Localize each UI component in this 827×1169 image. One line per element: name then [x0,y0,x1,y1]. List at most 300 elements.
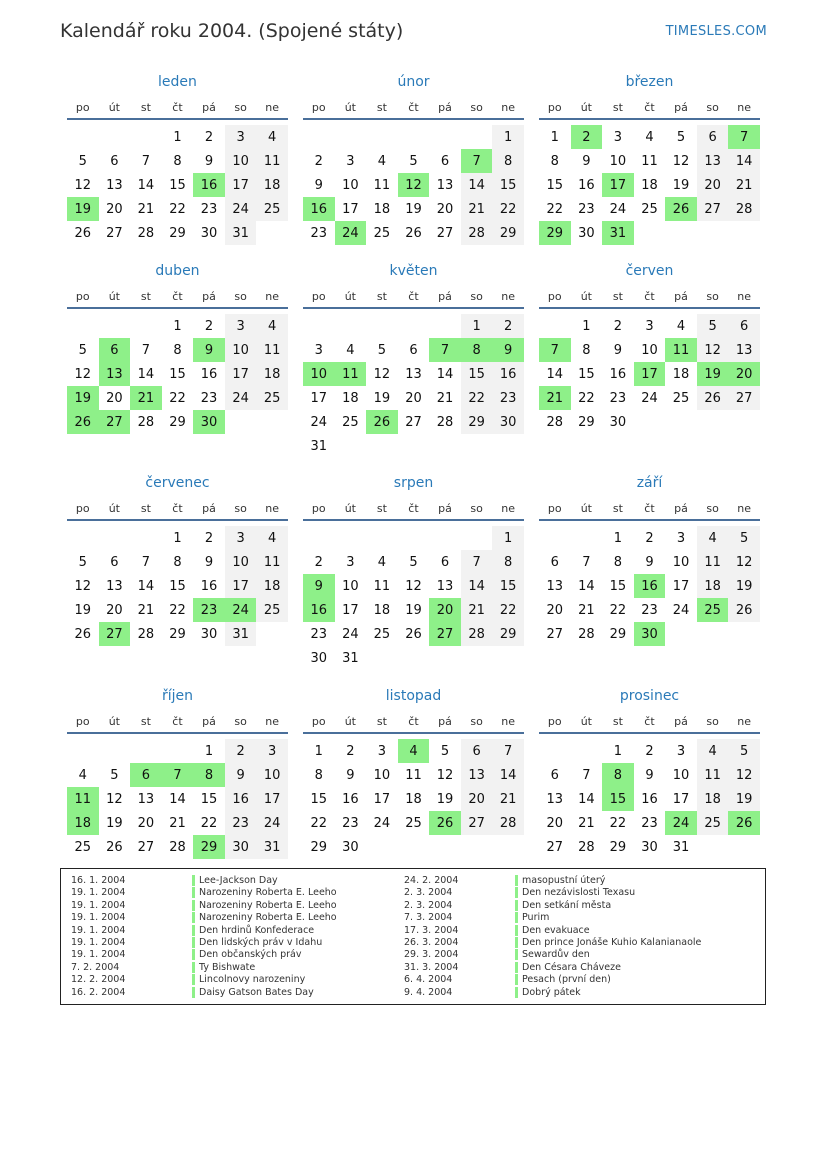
day-cell[interactable]: 17 [672,578,690,594]
day-cell[interactable]: 25 [373,626,391,642]
day-cell[interactable]: 22 [578,390,595,406]
day-cell[interactable]: 17 [225,362,257,386]
day-cell[interactable]: 24 [665,811,697,835]
day-cell[interactable]: 13 [106,578,123,594]
day-cell[interactable]: 8 [613,554,623,570]
day-cell[interactable]: 21 [436,390,454,406]
day-cell[interactable]: 10 [256,763,288,787]
day-cell[interactable]: 12 [373,366,391,382]
day-cell[interactable]: 25 [74,839,92,855]
day-cell[interactable]: 24 [373,815,391,831]
day-cell[interactable]: 7 [141,153,151,169]
day-cell[interactable]: 16 [641,791,658,807]
day-cell[interactable]: 5 [676,129,686,145]
day-cell[interactable]: 15 [169,177,186,193]
day-cell[interactable]: 17 [342,201,359,217]
day-cell[interactable]: 25 [672,390,690,406]
day-cell[interactable]: 15 [200,791,218,807]
day-cell[interactable]: 22 [461,386,493,410]
day-cell[interactable]: 12 [74,366,92,382]
day-cell[interactable]: 2 [492,314,524,338]
day-cell[interactable]: 9 [645,767,654,783]
day-cell[interactable]: 5 [110,767,119,783]
day-cell[interactable]: 3 [225,526,257,550]
day-cell[interactable]: 10 [373,767,391,783]
day-cell[interactable]: 19 [74,602,92,618]
day-cell[interactable]: 4 [697,739,729,763]
day-cell[interactable]: 9 [193,338,225,362]
day-cell[interactable]: 29 [492,221,524,245]
day-cell[interactable]: 8 [492,550,524,574]
day-cell[interactable]: 12 [405,578,422,594]
day-cell[interactable]: 27 [728,386,760,410]
day-cell[interactable]: 2 [204,129,214,145]
day-cell[interactable]: 7 [141,554,151,570]
day-cell[interactable]: 16 [492,362,524,386]
day-cell[interactable]: 22 [546,201,564,217]
day-cell[interactable]: 19 [728,574,760,598]
day-cell[interactable]: 11 [256,550,288,574]
day-cell[interactable]: 27 [546,626,564,642]
day-cell[interactable]: 30 [641,839,658,855]
day-cell[interactable]: 15 [169,578,186,594]
day-cell[interactable]: 21 [539,386,571,410]
day-cell[interactable]: 5 [728,526,760,550]
day-cell[interactable]: 18 [256,574,288,598]
day-cell[interactable]: 8 [173,153,182,169]
day-cell[interactable]: 13 [436,578,454,594]
day-cell[interactable]: 28 [461,221,493,245]
day-cell[interactable]: 31 [672,839,690,855]
day-cell[interactable]: 24 [342,626,359,642]
day-cell[interactable]: 21 [461,598,493,622]
day-cell[interactable]: 30 [342,839,359,855]
day-cell[interactable]: 27 [697,197,729,221]
day-cell[interactable]: 4 [697,526,729,550]
day-cell[interactable]: 29 [169,414,186,430]
day-cell[interactable]: 8 [550,153,559,169]
day-cell[interactable]: 24 [609,201,627,217]
day-cell[interactable]: 9 [204,554,214,570]
day-cell[interactable]: 17 [310,390,328,406]
day-cell[interactable]: 5 [440,743,450,759]
day-cell[interactable]: 10 [342,578,359,594]
day-cell[interactable]: 19 [728,787,760,811]
day-cell[interactable]: 1 [173,318,182,334]
day-cell[interactable]: 8 [602,763,634,787]
day-cell[interactable]: 1 [613,530,623,546]
day-cell[interactable]: 26 [665,197,697,221]
day-cell[interactable]: 16 [578,177,595,193]
day-cell[interactable]: 1 [204,743,214,759]
day-cell[interactable]: 23 [609,390,627,406]
day-cell[interactable]: 28 [578,626,595,642]
day-cell[interactable]: 20 [106,602,123,618]
day-cell[interactable]: 24 [225,197,257,221]
day-cell[interactable]: 20 [436,201,454,217]
day-cell[interactable]: 13 [99,362,131,386]
day-cell[interactable]: 1 [550,129,559,145]
day-cell[interactable]: 6 [409,342,418,358]
day-cell[interactable]: 26 [728,811,760,835]
day-cell[interactable]: 18 [672,366,690,382]
day-cell[interactable]: 13 [137,791,155,807]
day-cell[interactable]: 8 [193,763,225,787]
day-cell[interactable]: 17 [634,362,666,386]
day-cell[interactable]: 4 [256,125,288,149]
day-cell[interactable]: 14 [492,763,524,787]
day-cell[interactable]: 28 [169,839,186,855]
day-cell[interactable]: 7 [429,338,461,362]
day-cell[interactable]: 20 [405,390,422,406]
day-cell[interactable]: 11 [256,149,288,173]
day-cell[interactable]: 2 [645,743,654,759]
day-cell[interactable]: 22 [169,602,186,618]
day-cell[interactable]: 17 [225,173,257,197]
day-cell[interactable]: 10 [672,554,690,570]
day-cell[interactable]: 24 [335,221,367,245]
day-cell[interactable]: 24 [672,602,690,618]
day-cell[interactable]: 23 [225,811,257,835]
day-cell[interactable]: 20 [429,598,461,622]
day-cell[interactable]: 24 [225,386,257,410]
day-cell[interactable]: 22 [200,815,218,831]
day-cell[interactable]: 18 [67,811,99,835]
day-cell[interactable]: 30 [634,622,666,646]
day-cell[interactable]: 16 [193,173,225,197]
day-cell[interactable]: 8 [173,342,182,358]
day-cell[interactable]: 5 [409,153,418,169]
day-cell[interactable]: 3 [346,554,355,570]
day-cell[interactable]: 1 [582,318,591,334]
day-cell[interactable]: 21 [130,386,162,410]
day-cell[interactable]: 6 [697,125,729,149]
day-cell[interactable]: 9 [645,554,654,570]
day-cell[interactable]: 28 [137,626,155,642]
day-cell[interactable]: 7 [582,554,591,570]
day-cell[interactable]: 27 [106,225,123,241]
day-cell[interactable]: 19 [697,362,729,386]
day-cell[interactable]: 27 [405,414,422,430]
day-cell[interactable]: 31 [225,622,257,646]
day-cell[interactable]: 16 [303,598,335,622]
day-cell[interactable]: 31 [310,438,328,454]
day-cell[interactable]: 4 [346,342,355,358]
day-cell[interactable]: 13 [436,177,454,193]
day-cell[interactable]: 4 [256,314,288,338]
day-cell[interactable]: 3 [676,530,686,546]
day-cell[interactable]: 13 [546,578,564,594]
day-cell[interactable]: 28 [546,414,564,430]
day-cell[interactable]: 14 [137,366,155,382]
day-cell[interactable]: 10 [609,153,627,169]
day-cell[interactable]: 10 [225,550,257,574]
day-cell[interactable]: 14 [461,173,493,197]
day-cell[interactable]: 29 [169,626,186,642]
day-cell[interactable]: 18 [405,791,422,807]
day-cell[interactable]: 15 [492,574,524,598]
day-cell[interactable]: 25 [256,598,288,622]
day-cell[interactable]: 11 [373,578,391,594]
day-cell[interactable]: 3 [613,129,623,145]
day-cell[interactable]: 5 [697,314,729,338]
day-cell[interactable]: 23 [342,815,359,831]
day-cell[interactable]: 1 [173,530,182,546]
day-cell[interactable]: 23 [200,390,218,406]
day-cell[interactable]: 22 [310,815,328,831]
day-cell[interactable]: 3 [346,153,355,169]
day-cell[interactable]: 10 [225,338,257,362]
day-cell[interactable]: 15 [310,791,328,807]
day-cell[interactable]: 5 [78,554,87,570]
day-cell[interactable]: 9 [225,763,257,787]
day-cell[interactable]: 4 [398,739,430,763]
day-cell[interactable]: 15 [492,173,524,197]
day-cell[interactable]: 13 [728,338,760,362]
day-cell[interactable]: 16 [200,366,218,382]
day-cell[interactable]: 21 [578,815,595,831]
day-cell[interactable]: 10 [641,342,658,358]
day-cell[interactable]: 22 [169,390,186,406]
day-cell[interactable]: 3 [377,743,387,759]
day-cell[interactable]: 11 [697,763,729,787]
day-cell[interactable]: 26 [74,225,92,241]
day-cell[interactable]: 1 [314,743,323,759]
day-cell[interactable]: 13 [546,791,564,807]
day-cell[interactable]: 25 [405,815,422,831]
day-cell[interactable]: 29 [169,225,186,241]
day-cell[interactable]: 23 [578,201,595,217]
day-cell[interactable]: 18 [641,177,658,193]
day-cell[interactable]: 30 [200,225,218,241]
day-cell[interactable]: 11 [641,153,658,169]
day-cell[interactable]: 4 [377,554,387,570]
day-cell[interactable]: 31 [342,650,359,666]
day-cell[interactable]: 26 [405,626,422,642]
day-cell[interactable]: 11 [665,338,697,362]
day-cell[interactable]: 28 [578,839,595,855]
day-cell[interactable]: 21 [461,197,493,221]
day-cell[interactable]: 20 [728,362,760,386]
day-cell[interactable]: 20 [546,602,564,618]
day-cell[interactable]: 24 [310,414,328,430]
day-cell[interactable]: 5 [78,342,87,358]
day-cell[interactable]: 14 [137,578,155,594]
day-cell[interactable]: 26 [728,598,760,622]
day-cell[interactable]: 12 [398,173,430,197]
day-cell[interactable]: 18 [373,201,391,217]
day-cell[interactable]: 21 [728,173,760,197]
day-cell[interactable]: 11 [373,177,391,193]
day-cell[interactable]: 28 [137,414,155,430]
day-cell[interactable]: 19 [436,791,454,807]
day-cell[interactable]: 27 [461,811,493,835]
day-cell[interactable]: 2 [204,318,214,334]
day-cell[interactable]: 24 [641,390,658,406]
day-cell[interactable]: 29 [193,835,225,859]
day-cell[interactable]: 27 [99,410,131,434]
day-cell[interactable]: 1 [492,526,524,550]
day-cell[interactable]: 10 [672,767,690,783]
day-cell[interactable]: 15 [602,787,634,811]
day-cell[interactable]: 17 [602,173,634,197]
day-cell[interactable]: 1 [613,743,623,759]
day-cell[interactable]: 25 [697,811,729,835]
day-cell[interactable]: 3 [256,739,288,763]
day-cell[interactable]: 9 [582,153,591,169]
day-cell[interactable]: 19 [67,197,99,221]
day-cell[interactable]: 23 [200,201,218,217]
day-cell[interactable]: 2 [204,530,214,546]
day-cell[interactable]: 17 [342,602,359,618]
day-cell[interactable]: 27 [137,839,155,855]
day-cell[interactable]: 26 [429,811,461,835]
day-cell[interactable]: 6 [728,314,760,338]
day-cell[interactable]: 6 [110,153,119,169]
day-cell[interactable]: 3 [645,318,654,334]
day-cell[interactable]: 10 [342,177,359,193]
day-cell[interactable]: 21 [169,815,186,831]
day-cell[interactable]: 7 [728,125,760,149]
day-cell[interactable]: 19 [67,386,99,410]
day-cell[interactable]: 21 [492,787,524,811]
day-cell[interactable]: 9 [492,338,524,362]
day-cell[interactable]: 28 [492,811,524,835]
day-cell[interactable]: 7 [539,338,571,362]
day-cell[interactable]: 15 [609,578,627,594]
day-cell[interactable]: 28 [728,197,760,221]
day-cell[interactable]: 20 [137,815,155,831]
day-cell[interactable]: 16 [609,366,627,382]
day-cell[interactable]: 29 [461,410,493,434]
day-cell[interactable]: 1 [461,314,493,338]
day-cell[interactable]: 28 [137,225,155,241]
day-cell[interactable]: 10 [225,149,257,173]
day-cell[interactable]: 23 [193,598,225,622]
day-cell[interactable]: 20 [546,815,564,831]
brand-logo[interactable]: TIMESLES.COM [665,24,767,39]
day-cell[interactable]: 7 [492,739,524,763]
day-cell[interactable]: 5 [409,554,418,570]
day-cell[interactable]: 27 [429,622,461,646]
day-cell[interactable]: 14 [169,791,186,807]
day-cell[interactable]: 13 [461,763,493,787]
day-cell[interactable]: 16 [200,578,218,594]
day-cell[interactable]: 25 [342,414,359,430]
day-cell[interactable]: 11 [405,767,422,783]
day-cell[interactable]: 11 [697,550,729,574]
day-cell[interactable]: 14 [578,791,595,807]
day-cell[interactable]: 4 [645,129,654,145]
day-cell[interactable]: 12 [672,153,690,169]
day-cell[interactable]: 30 [200,626,218,642]
day-cell[interactable]: 20 [106,390,123,406]
day-cell[interactable]: 8 [314,767,323,783]
day-cell[interactable]: 28 [436,414,454,430]
day-cell[interactable]: 15 [578,366,595,382]
day-cell[interactable]: 7 [582,767,591,783]
day-cell[interactable]: 20 [697,173,729,197]
day-cell[interactable]: 9 [314,177,323,193]
day-cell[interactable]: 8 [492,149,524,173]
day-cell[interactable]: 19 [106,815,123,831]
day-cell[interactable]: 24 [225,598,257,622]
day-cell[interactable]: 19 [373,390,391,406]
day-cell[interactable]: 17 [256,787,288,811]
day-cell[interactable]: 2 [571,125,603,149]
day-cell[interactable]: 6 [440,153,450,169]
day-cell[interactable]: 12 [728,763,760,787]
day-cell[interactable]: 29 [609,626,627,642]
day-cell[interactable]: 2 [346,743,355,759]
day-cell[interactable]: 13 [106,177,123,193]
day-cell[interactable]: 4 [377,153,387,169]
day-cell[interactable]: 13 [405,366,422,382]
day-cell[interactable]: 18 [256,362,288,386]
day-cell[interactable]: 17 [373,791,391,807]
day-cell[interactable]: 7 [162,763,194,787]
day-cell[interactable]: 6 [99,338,131,362]
day-cell[interactable]: 18 [342,390,359,406]
day-cell[interactable]: 22 [609,815,627,831]
day-cell[interactable]: 30 [578,225,595,241]
day-cell[interactable]: 18 [697,574,729,598]
day-cell[interactable]: 2 [314,554,323,570]
day-cell[interactable]: 14 [461,574,493,598]
day-cell[interactable]: 22 [492,197,524,221]
day-cell[interactable]: 19 [405,201,422,217]
day-cell[interactable]: 30 [193,410,225,434]
day-cell[interactable]: 30 [492,410,524,434]
day-cell[interactable]: 21 [137,201,155,217]
day-cell[interactable]: 12 [728,550,760,574]
day-cell[interactable]: 27 [99,622,131,646]
day-cell[interactable]: 15 [461,362,493,386]
day-cell[interactable]: 23 [492,386,524,410]
day-cell[interactable]: 17 [672,791,690,807]
day-cell[interactable]: 27 [436,225,454,241]
day-cell[interactable]: 12 [697,338,729,362]
day-cell[interactable]: 21 [578,602,595,618]
day-cell[interactable]: 29 [539,221,571,245]
day-cell[interactable]: 8 [173,554,182,570]
day-cell[interactable]: 5 [377,342,387,358]
day-cell[interactable]: 22 [609,602,627,618]
day-cell[interactable]: 7 [141,342,151,358]
day-cell[interactable]: 26 [366,410,398,434]
day-cell[interactable]: 29 [578,414,595,430]
day-cell[interactable]: 1 [492,125,524,149]
day-cell[interactable]: 9 [346,767,355,783]
day-cell[interactable]: 21 [137,602,155,618]
day-cell[interactable]: 19 [672,177,690,193]
day-cell[interactable]: 6 [550,767,559,783]
day-cell[interactable]: 11 [256,338,288,362]
day-cell[interactable]: 18 [256,173,288,197]
day-cell[interactable]: 18 [373,602,391,618]
day-cell[interactable]: 6 [461,739,493,763]
day-cell[interactable]: 20 [461,787,493,811]
day-cell[interactable]: 11 [67,787,99,811]
day-cell[interactable]: 2 [613,318,623,334]
day-cell[interactable]: 26 [106,839,123,855]
day-cell[interactable]: 29 [310,839,328,855]
day-cell[interactable]: 9 [613,342,623,358]
day-cell[interactable]: 18 [697,787,729,811]
day-cell[interactable]: 26 [74,626,92,642]
day-cell[interactable]: 22 [169,201,186,217]
day-cell[interactable]: 30 [609,414,627,430]
